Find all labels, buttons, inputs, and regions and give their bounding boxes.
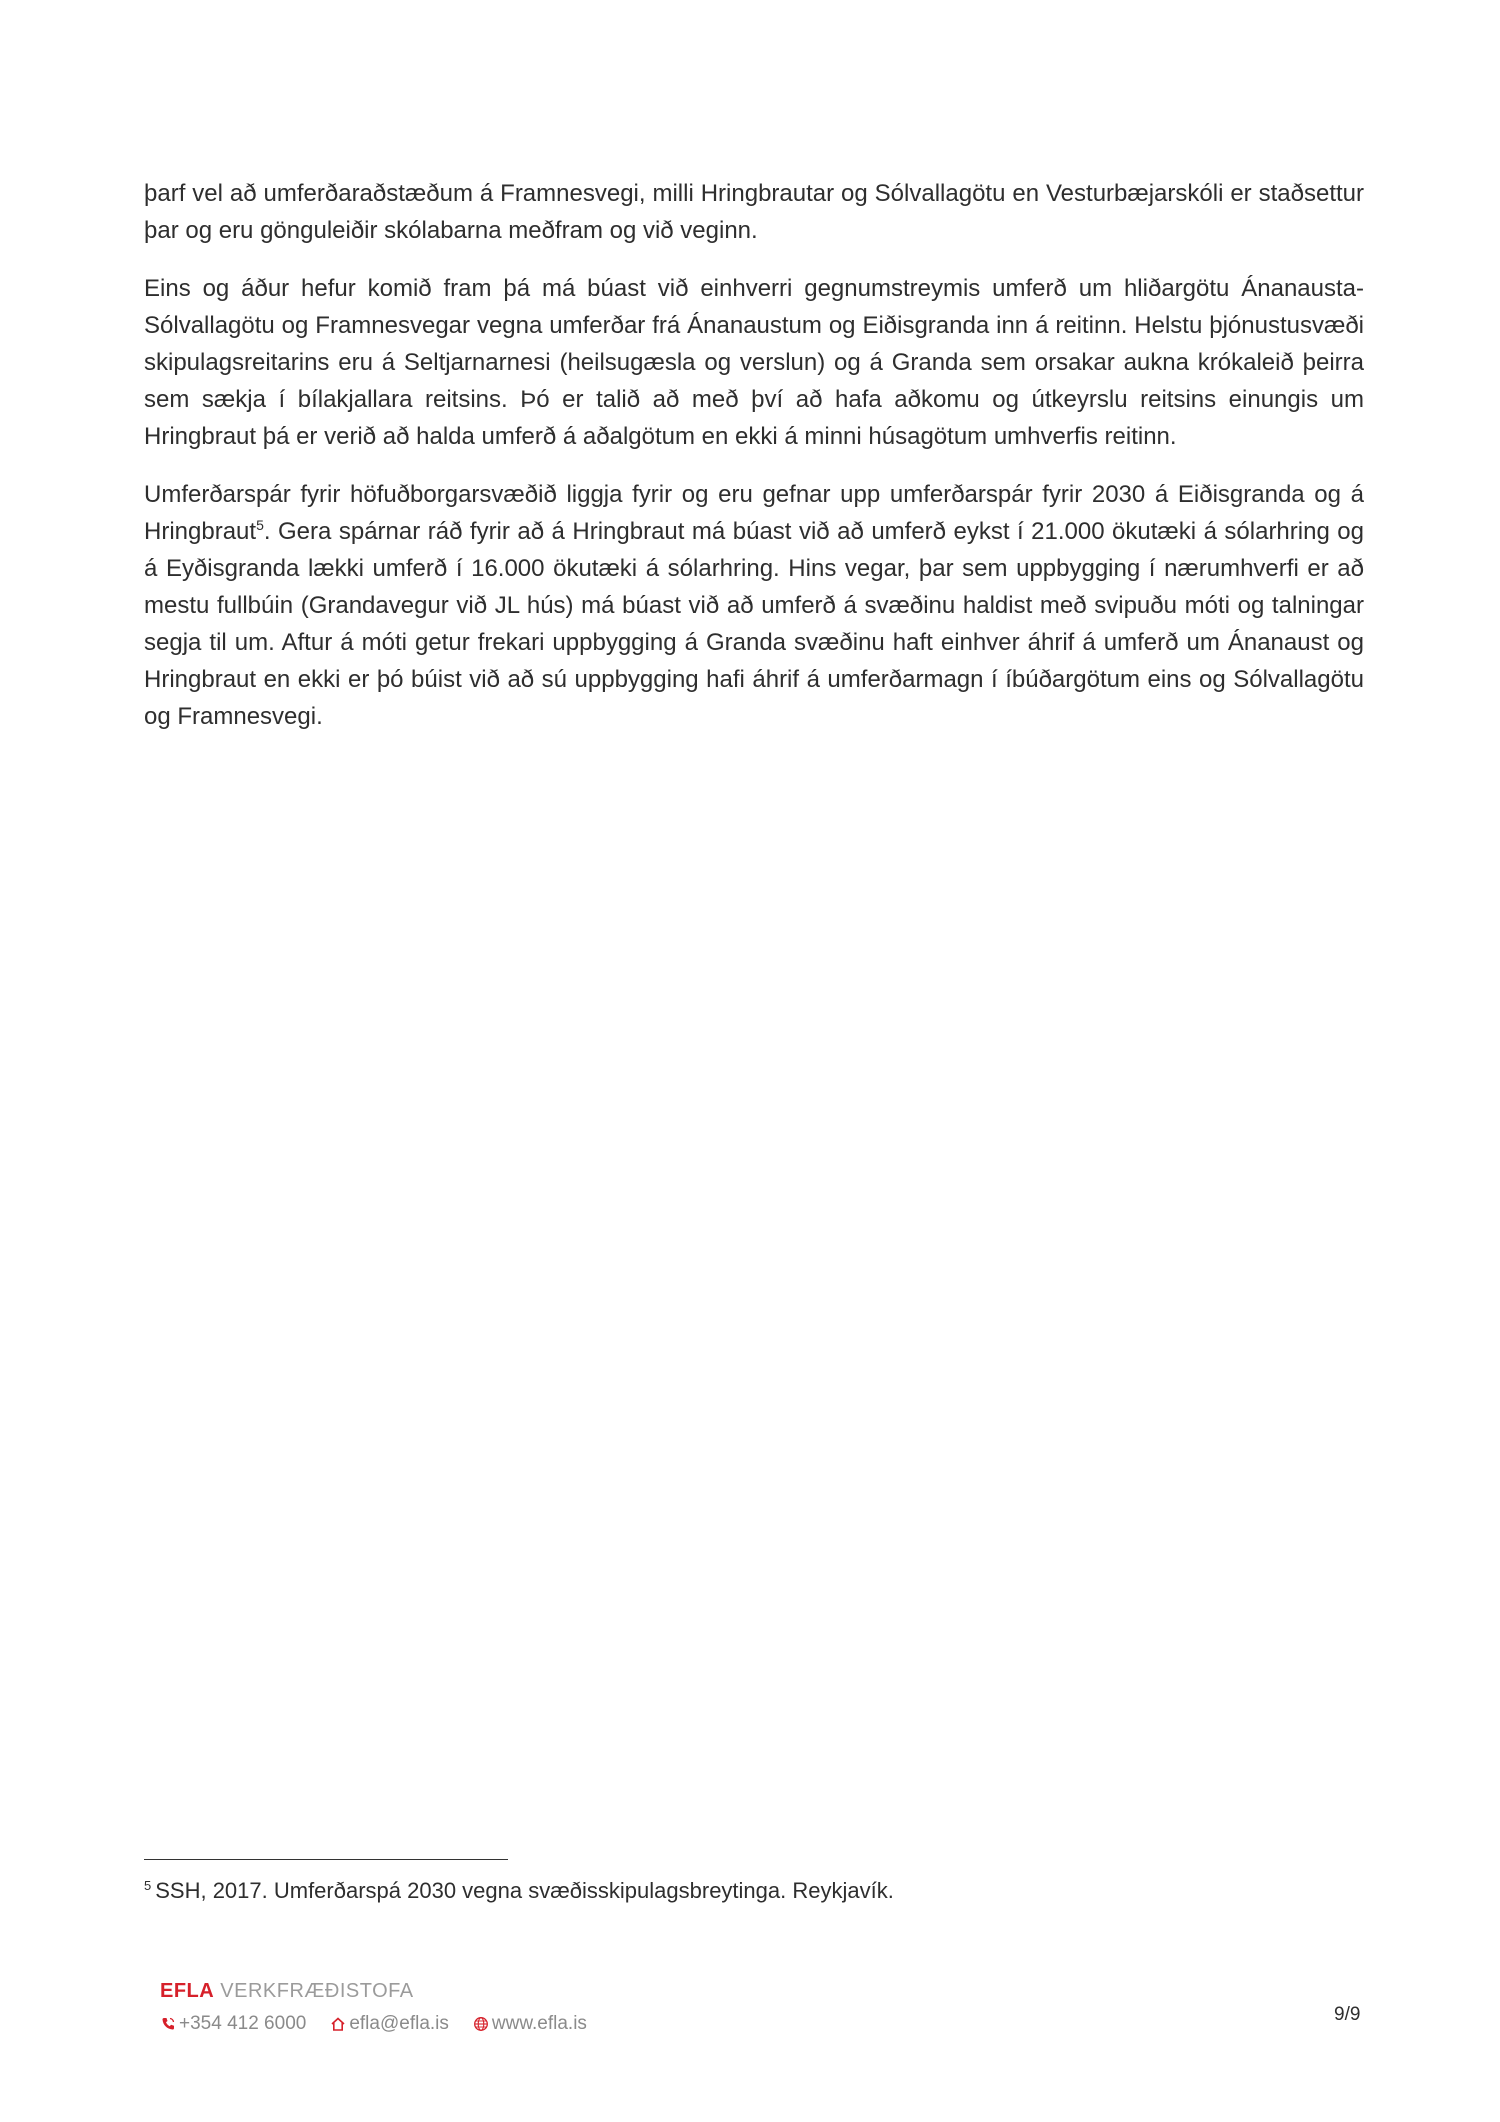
paragraph-3-text-after: . Gera spárnar ráð fyrir að á Hringbraut má búast við að umferð eykst í 21.000 ökutæki á sólarhring og á Eyðisgranda lækki umferð í 16.000 ökutæki á sólarhring. Hins vegar, þar sem uppbygging í nærumhverfi er að mestu fullbúin (Grandavegur við JL hús) má búast við að umferð á svæðinu haldist með svipuðu móti og talningar segja til um. Aftur á móti getur frekari uppbygging á Granda svæðinu haft einhver áhrif á umferð um Ánanaust og Hringbraut en ekki er þó búist við að sú uppbygging hafi áhrif á umferðarmagn í íbúðargötum eins og Sólvallagötu og Framnesvegi. [144, 518, 1364, 730]
phone-icon [160, 2016, 176, 2032]
footnote-number: 5 [144, 1877, 152, 1893]
contact-web[interactable] [473, 2012, 587, 2036]
company-logo [160, 1978, 660, 2004]
page-footer [160, 1978, 660, 2036]
footnote [144, 1876, 1364, 1906]
phone-number: +354 412 6000 [179, 2013, 307, 2034]
paragraph-3-text-before: Umferðarspár fyrir höfuðborgarsvæðið liggja fyrir og eru gefnar upp umferðarspár fyrir 2030 á Eiðisgranda og á Hringbraut [144, 481, 1364, 545]
brand-name: EFLA [160, 1980, 215, 2002]
footnote-text: SSH, 2017. Umferðarspá 2030 vegna svæðisskipulagsbreytinga. Reykjavík. [155, 1878, 894, 1903]
contact-row [160, 2012, 660, 2036]
contact-phone[interactable] [160, 2012, 306, 2036]
footnote-divider [144, 1859, 508, 1860]
website-url: www.efla.is [491, 2013, 587, 2034]
paragraph-2: Eins og áður hefur komið fram þá má búast við einhverri gegnumstreymis umferð um hliðargötu Ánanausta-Sólvallagötu og Framnesvegar vegna umferðar frá Ánanaustum og Eiðisgranda inn á reitinn. Helstu þjónustusvæði skipulagsreitarins eru á Seltjarnarnesi (heilsugæsla og verslun) og á Granda sem orsakar aukna krókaleið þeirra sem sækja í bílakjallara reitsins. Þó er talið að með því að hafa aðkomu og útkeyrslu reitsins einungis um Hringbraut þá er verið að halda umferð á aðalgötum en ekki á minni húsagötum umhverfis reitinn. [144, 275, 1364, 450]
body-text [144, 175, 1364, 756]
brand-tagline: VERKFRÆÐISTOFA [220, 1980, 414, 2002]
globe-icon [473, 2016, 489, 2032]
contact-email[interactable] [330, 2012, 449, 2036]
home-icon [330, 2016, 346, 2032]
footnote-reference[interactable]: 5 [256, 517, 264, 533]
page-number: 9/9 [1334, 2004, 1361, 2025]
paragraph-1: þarf vel að umferðaraðstæðum á Framnesvegi, milli Hringbrautar og Sólvallagötu en Vesturbæjarskóli er staðsettur þar og eru gönguleiðir skólabarna meðfram og við veginn. [144, 180, 1364, 244]
email-address: efla@efla.is [349, 2013, 449, 2034]
paragraph-3 [144, 476, 1364, 735]
